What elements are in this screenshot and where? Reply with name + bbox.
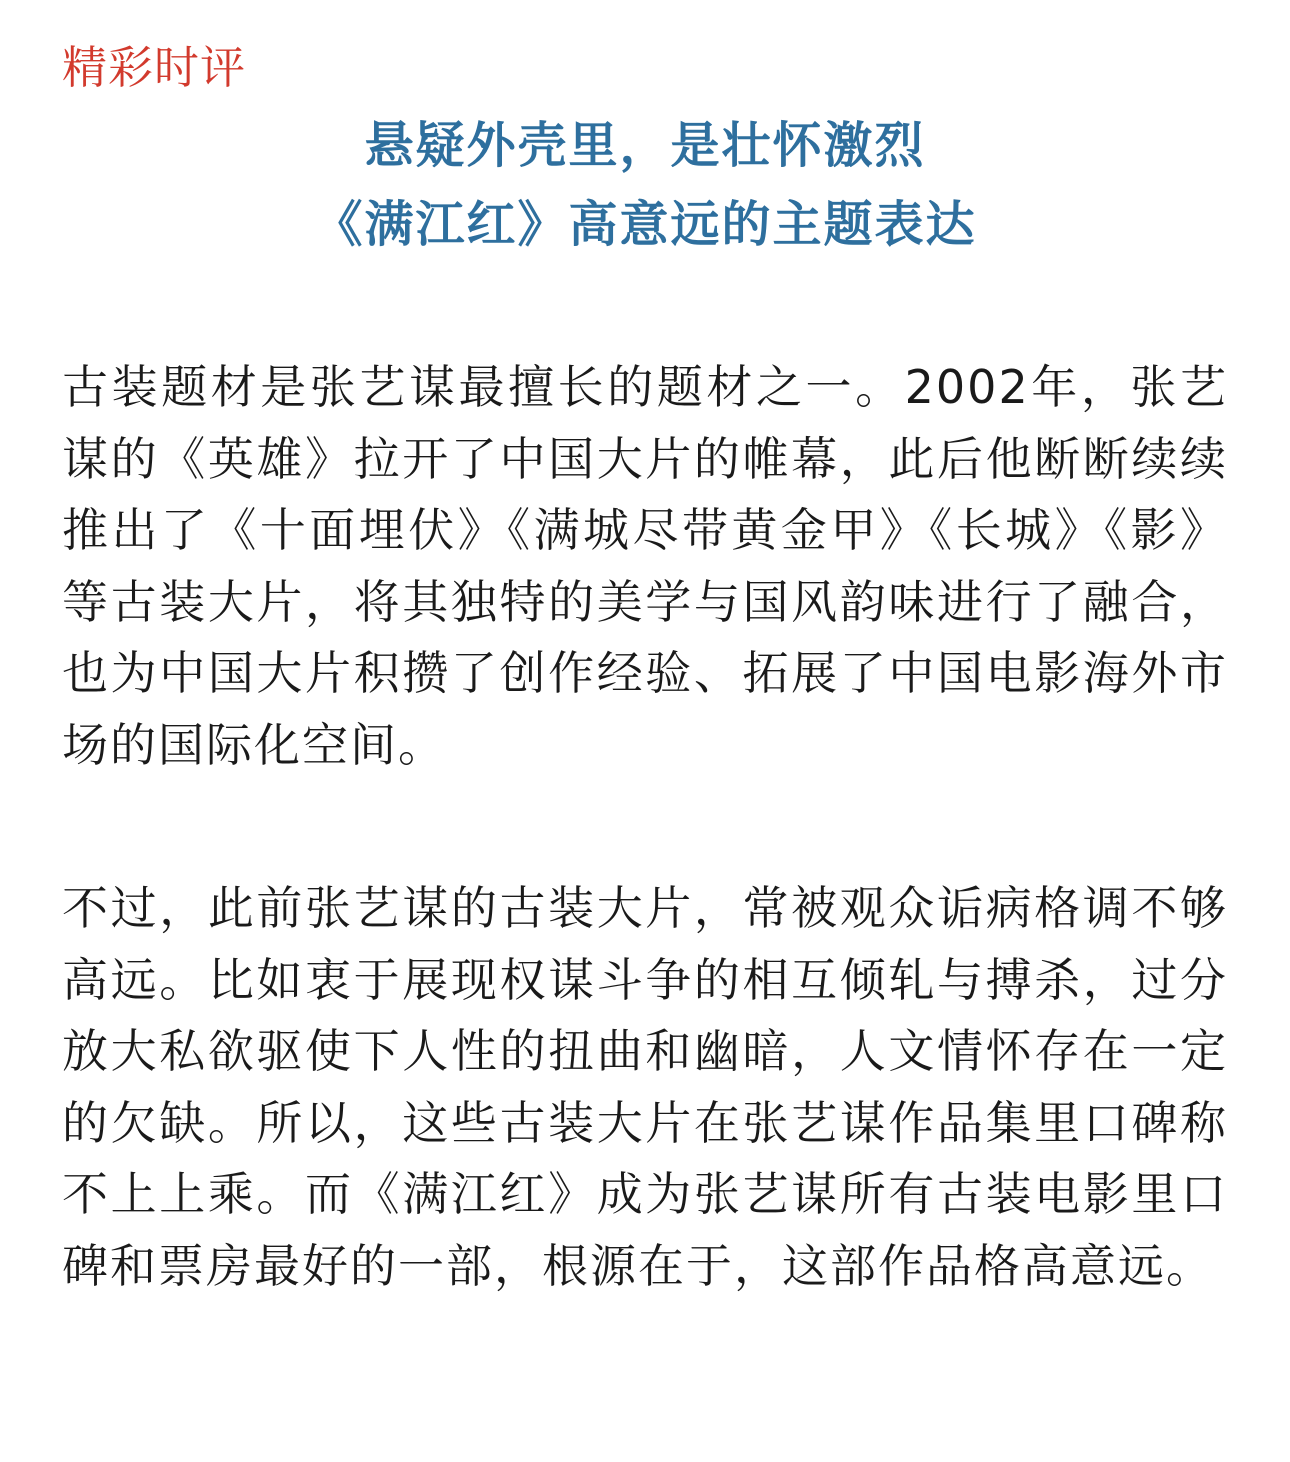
headline-line-2: 《满江红》高意远的主题表达 xyxy=(313,196,977,253)
body-paragraph-1: 古装题材是张艺谋最擅长的题材之一。2002年，张艺谋的《英雄》拉开了中国大片的帷幕，此后他断断续续推出了《十面埋伏》《满城尽带黄金甲》《长城》《影》等古装大片，将其独特的美学与国风韵味进行了融合，也为中国大片积攒了创作经验、拓展了中国电影海外市场的国际化空间。 xyxy=(62,360,1228,772)
body-paragraph-2: 不过，此前张艺谋的古装大片，常被观众诟病格调不够高远。比如衷于展现权谋斗争的相互倾轧与搏杀，过分放大私欲驱使下人性的扭曲和幽暗，人文情怀存在一定的欠缺。所以，这些古装大片在张艺谋作品集里口碑称不上上乘。而《满江红》成为张艺谋所有古装电影里口碑和票房最好的一部，根源在于，这部作品格高意远。 xyxy=(62,881,1228,1293)
section-label: 精彩时评 xyxy=(62,41,247,94)
headline-line-1: 悬疑外壳里，是壮怀激烈 xyxy=(364,117,926,174)
